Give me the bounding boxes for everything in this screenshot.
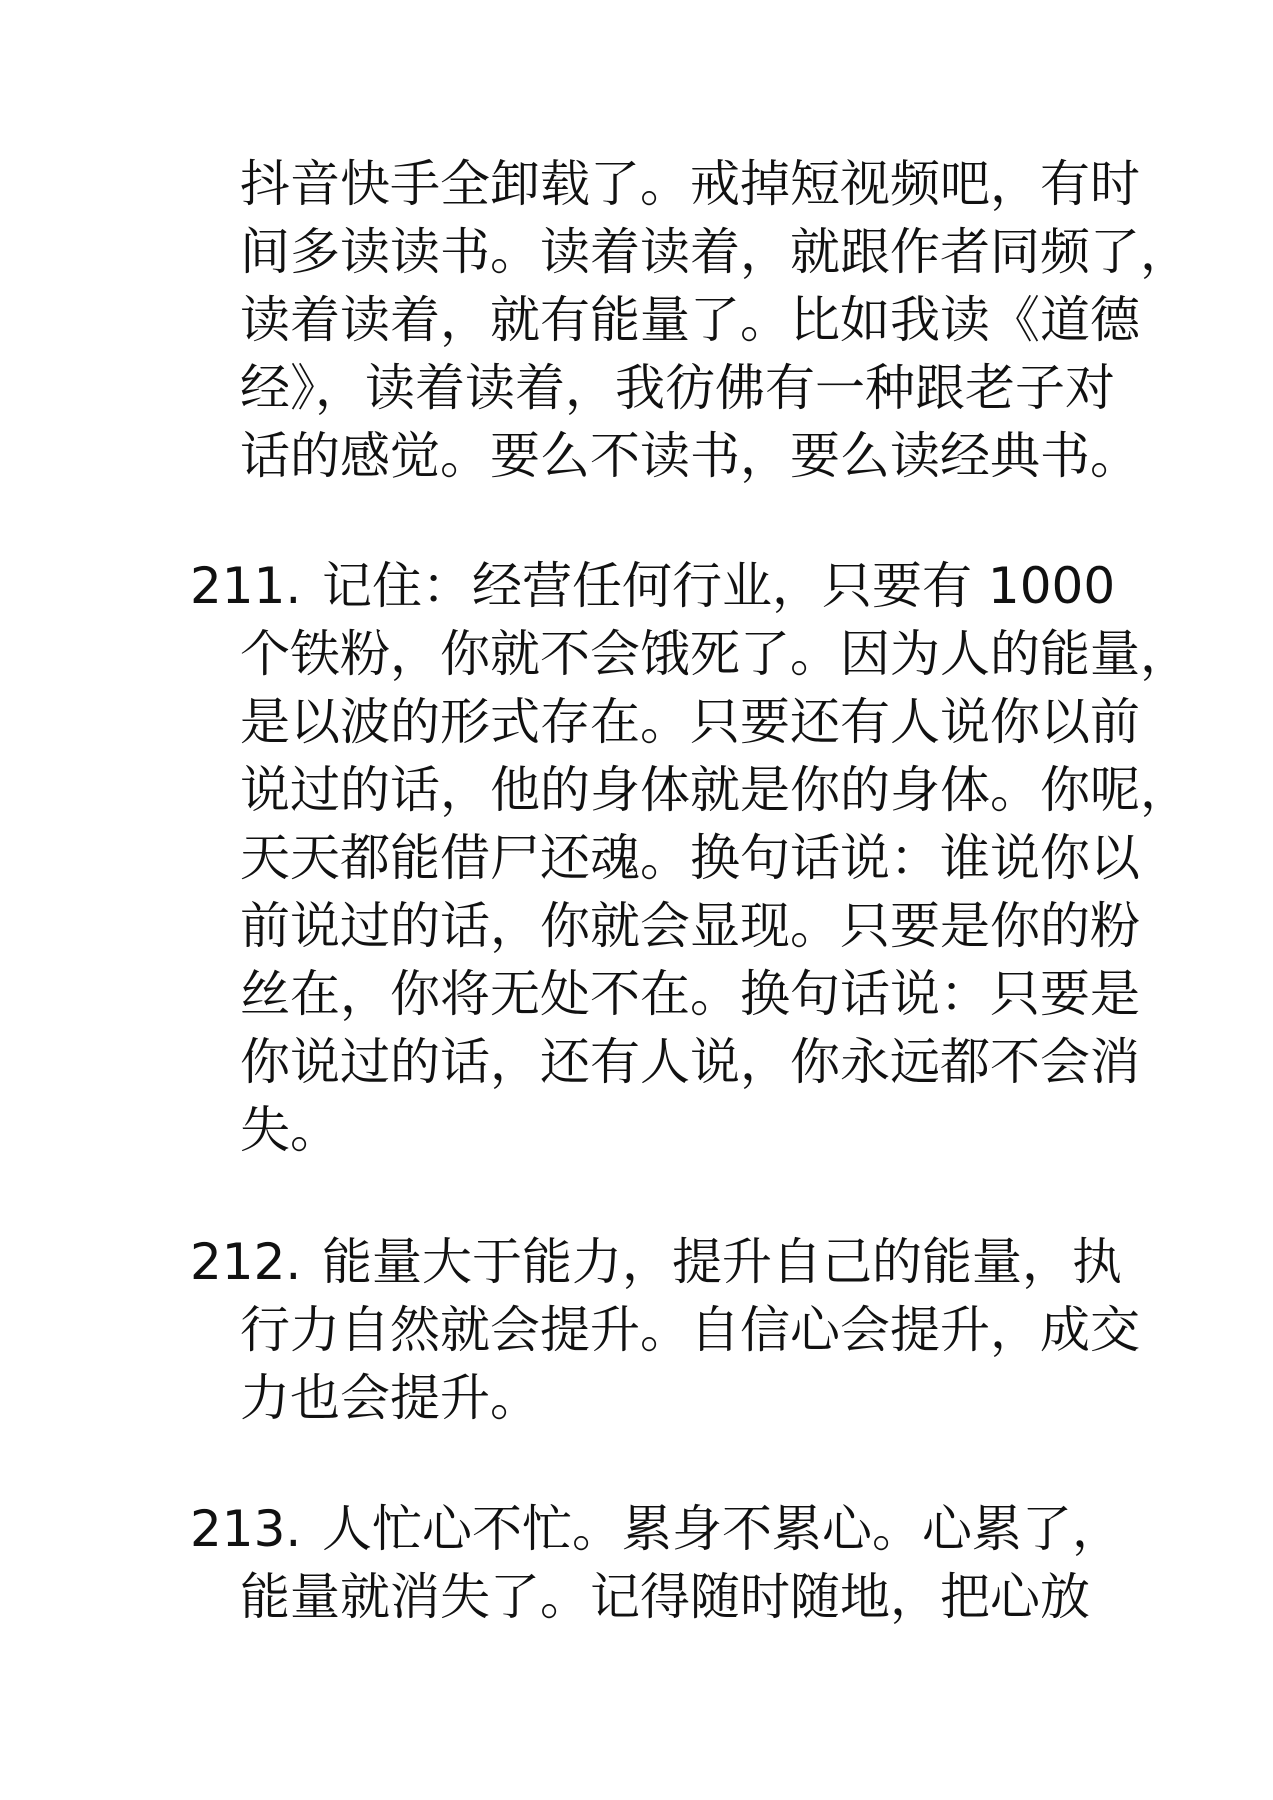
- paragraph-line: 失。: [240, 1101, 340, 1159]
- item-number: 211.: [190, 557, 302, 615]
- paragraph-line: 说过的话，他的身体就是你的身体。你呢，: [240, 761, 1190, 819]
- item-first-line: 能量大于能力，提升自己的能量，执: [322, 1233, 1122, 1291]
- item-first-line: 人忙心不忙。累身不累心。心累了，: [322, 1500, 1122, 1558]
- paragraph-line: 间多读读书。读着读着，就跟作者同频了，: [240, 223, 1190, 281]
- paragraph-line: 你说过的话，还有人说，你永远都不会消: [240, 1033, 1140, 1091]
- paragraph-line: 丝在，你将无处不在。换句话说：只要是: [240, 965, 1140, 1023]
- paragraph-line: 抖音快手全卸载了。戒掉短视频吧，有时: [240, 155, 1140, 213]
- paragraph-line: 经》，读着读着，我彷佛有一种跟老子对: [240, 359, 1115, 417]
- paragraph-line: 话的感觉。要么不读书，要么读经典书。: [240, 427, 1140, 485]
- continuation-paragraph: [240, 150, 1190, 490]
- paragraph-line: 个铁粉，你就不会饿死了。因为人的能量，: [240, 625, 1190, 683]
- paragraph-line: 力也会提升。: [240, 1369, 540, 1427]
- list-item-212: [190, 1228, 1140, 1432]
- paragraph-line: 天天都能借尸还魂。换句话说：谁说你以: [240, 829, 1140, 887]
- paragraph-line: 前说过的话，你就会显现。只要是你的粉: [240, 897, 1140, 955]
- paragraph-line: 是以波的形式存在。只要还有人说你以前: [240, 693, 1140, 751]
- list-item-211: [190, 552, 1190, 1164]
- paragraph-line: 行力自然就会提升。自信心会提升，成交: [240, 1301, 1140, 1359]
- item-number: 213.: [190, 1500, 302, 1558]
- list-item-213: [190, 1495, 1122, 1631]
- item-first-line: 记住：经营任何行业，只要有 1000: [322, 557, 1116, 615]
- paragraph-line: 能量就消失了。记得随时随地，把心放: [240, 1568, 1090, 1626]
- item-number: 212.: [190, 1233, 302, 1291]
- paragraph-line: 读着读着，就有能量了。比如我读《道德: [240, 291, 1140, 349]
